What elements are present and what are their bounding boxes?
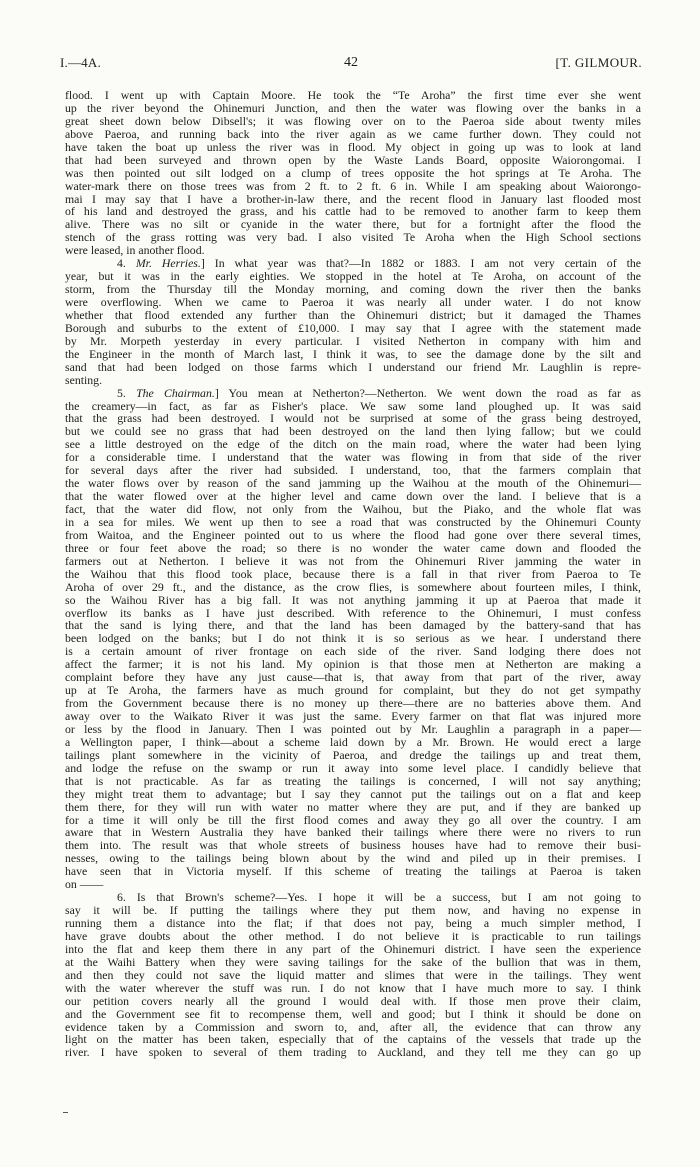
text-line: that the water flowed over at the higher level and came down over the land. I believe that is a <box>65 489 641 504</box>
text-line: that the sand is lying there, and that the land has been damaged by the battery-sand that has <box>65 618 641 633</box>
first-line-text: ] You mean at Netherton?—Netherton. We went down the road as far as <box>214 385 641 400</box>
text-line: and the Government see fit to recompense them, well and good; but I think it should be done on <box>65 1006 641 1021</box>
scan-mark <box>63 1112 68 1113</box>
text-line: aware that in Western Australia they have banked their tailings where there were no rivers to run <box>65 825 641 840</box>
text-line: by Mr. Morpeth yesterday in every particular. I visited Netherton in company with him and <box>65 333 641 348</box>
text-line: nesses, owing to the tailings being blown about by the wind and piled up in their premises. I <box>65 851 641 866</box>
text-line: have grave doubts about the other method. I do not believe it is practicable to run tailings <box>65 928 641 943</box>
text-line: been lodged on the banks; but I do not think it is so serious as we hear. I understand there <box>65 631 641 646</box>
text-line: above Paeroa, and running back into the river again as we came further down. They could not <box>65 126 641 141</box>
text-line: and lodge the refuse on the swamp or run it away into some level place. I candidly believe that <box>65 760 641 775</box>
text-line: Borough and suburbs to the extent of £10,000. I may say that I agree with the statement made <box>65 320 641 335</box>
text-line: great sheet down below Dibsell's; it was flowing over on to the Paeroa side about twenty miles <box>65 113 641 128</box>
text-line: for a time it will only be till the first flood comes and away they go all over the country. I am <box>65 812 641 827</box>
text-line: and then they could not save the liquid matter and slimes that were in the tailings. They went <box>65 967 641 982</box>
text-line: that is not practicable. As far as treating the tailings is concerned, I will not say anything; <box>65 773 641 788</box>
text-line: alive. There was no silt or cyanide in the water there, but for a fortnight after the flood the <box>65 217 641 232</box>
speaker-name: Mr. Herries. <box>135 256 201 271</box>
text-line: say it will be. If putting the tailings where they put them now, and having no expense in <box>65 903 641 918</box>
text-line: farmers out at Netherton. I believe it was not from the Ohinemuri River jamming the water in <box>65 553 641 568</box>
text-line: that had been surveyed and thrown open by the Waste Lands Board, opposite Waiorongomai. I <box>65 152 641 167</box>
text-line: were overflowing. When we came to Paeroa it was nearly all under water. I do not know <box>65 295 641 309</box>
text-line: light on the matter has been taken, especially that of the captains of the vessels that trade up the <box>65 1032 641 1047</box>
text-line: see a little destroyed on the edge of the ditch on the main road, where the water had been lying <box>65 437 641 452</box>
text-line: Aroha of over 29 ft., and the distance, as the crow flies, is somewhere about fourteen miles, I think, <box>65 579 641 594</box>
text-line: complaint before they have any just cause—that is, that away from that part of the river, away <box>65 670 641 685</box>
text-line: evidence taken by a Commission and sworn to, and, after all, the evidence that can throw any <box>65 1019 641 1034</box>
evidence-text <box>65 89 641 1059</box>
text-line: was then pointed out silt lodged on a clump of trees opposite the hot springs at Te Aroha. The <box>65 165 641 180</box>
text-line: the creamery—in fact, as far as Fisher's place. We saw some land ploughed up. It was said <box>65 398 641 413</box>
text-line: affect the farmer; it is not his land. My opinion is that those men at Netherton are making a <box>65 657 641 672</box>
text-line: for several days after the river had subsided. I understand, too, that the farmers complain that <box>65 463 641 478</box>
text-line: three or four feet above the road; so there is no wonder the water came down and flooded the <box>65 540 641 555</box>
text-line: they might treat them to advantage; but I say they cannot put the tailings out on a flat and keep <box>65 786 641 801</box>
text-line: sand that had been lodged on those farms which I understand our friend Mr. Laughlin is repre- <box>65 359 641 374</box>
text-line: fact, that the water did flow, not only from the Waihou, but the Piako, and the whole flat was <box>65 502 641 516</box>
page-number: 42 <box>344 55 358 70</box>
text-line: them there, for they will run with water no matter where they are put, and if they are banked up <box>65 799 641 814</box>
text-line: storm, from the Thursday till the Monday morning, and coming down the river then the banks <box>65 282 641 297</box>
question-number: 4. <box>117 256 136 271</box>
text-line: up at Te Aroha, the farmers have as much ground for complaint, but they do not get sympathy <box>65 683 641 698</box>
text-line: at the Waihi Battery when they were saving tailings for the sake of the bullion that was in them, <box>65 954 641 969</box>
text-line: have taken the boat up unless the river was in flood. My object in going up was to look at land <box>65 139 641 154</box>
text-line: into the flat and keep them there in any part of the Ohinemuri district. I have seen the experience <box>65 941 641 956</box>
text-line: or less by the flood in January. Then I was pointed out by Mr. Laughlin a paragraph in a paper— <box>65 721 641 736</box>
text-line: so the Waihou River has a big fall. It was not anything jamming it up at Paeroa that made it <box>65 592 641 607</box>
paragraph-first-line <box>65 387 641 400</box>
paper-reference: I.—4A. <box>60 55 101 70</box>
text-line: up the river beyond the Ohinemuri Junction, and then the water was flowing over the banks in a <box>65 100 641 115</box>
text-line: year, but it was in the early eighties. We stopped in the hotel at Te Aroha, on account of the <box>65 269 641 284</box>
question-number: 5. <box>117 385 137 400</box>
speaker-name: The Chairman. <box>136 385 215 400</box>
text-line: from the Government because there is no money up there—there are no batteries above them. And <box>65 696 641 711</box>
paragraph <box>65 891 641 1059</box>
text-line: a Wellington paper, I think—about a scheme laid down by a Mr. Brown. He would erect a large <box>65 734 641 749</box>
text-line: them into. The result was that whole streets of business houses have had to remove their busi- <box>65 838 641 853</box>
page-header <box>60 54 642 72</box>
paragraph <box>65 89 641 257</box>
text-line: our petition covers nearly all the ground I would deal with. If those men prove their claim, <box>65 993 641 1008</box>
text-line: water-mark there on those trees was from 2 ft. to 2 ft. 6 in. While I am speaking about Waiorongo- <box>65 178 641 193</box>
text-line: river. I have spoken to several of them trading to Auckland, and they tell me they can go up <box>65 1045 641 1060</box>
text-line: the Waihou that this flood took place, because there is a fall in that river from Paeroa to Te <box>65 566 641 581</box>
text-line: mai I may say that I have a brother-in-law there, and the recent flood in January last flooded most <box>65 191 641 206</box>
text-line: the water flows over by reason of the sand jamming up the Waihou at the mouth of the Ohinemuri— <box>65 476 641 491</box>
text-line: with the water wherever the stuff was run. I do not know that I have much more to say. I think <box>65 980 641 995</box>
text-line: is a certain amount of river frontage on each side of the river. Sand lodging there does not <box>65 644 641 659</box>
text-line: flood. I went up with Captain Moore. He took the “Te Aroha” the first time ever she went <box>65 88 641 102</box>
witness-name: [T. GILMOUR. <box>555 55 642 70</box>
text-line: tailings plant somewhere in the vicinity of Paeroa, and dredge the tailings up and treat them, <box>65 747 641 762</box>
text-line: have seen that in Victoria myself. If this scheme of treating the tailings at Paeroa is taken <box>65 864 641 879</box>
text-line: running them a distance into the flat; if that does not pay, being a much simpler method, I <box>65 916 641 930</box>
first-line-text: ] In what year was that?—In 1882 or 1883. I am not very certain of the <box>200 256 642 271</box>
text-line: of his land and destroyed the grass, and his cattle had to be removed to another farm to keep them <box>65 204 641 219</box>
text-line: whether that flood extended any further than the Ohinemuri district; but it damaged the Thames <box>65 307 641 322</box>
text-line: in a sea for miles. We went up then to see a road that was constructed by the Ohinemuri County <box>65 514 641 529</box>
text-line: the Engineer in the month of March last, I think it was, to see the damage done by the silt and <box>65 346 641 361</box>
text-line: overflow its banks as I have just described. With reference to the Ohinemuri, I must confess <box>65 605 641 620</box>
question-number: 6. <box>117 890 137 905</box>
text-line: on —— <box>65 877 104 892</box>
paragraph <box>65 257 641 386</box>
text-line: were leased, in another flood. <box>65 243 205 258</box>
text-line: but we could see no grass that had been destroyed on the land then lying fallow; but we could <box>65 424 641 439</box>
text-line: senting. <box>65 372 103 387</box>
text-line: from Waitoa, and the Engineer pointed out to us where the flood had gone over there several times, <box>65 527 641 542</box>
text-line: away over to the Waikato River it was just the same. Every farmer on that flat was injured more <box>65 709 641 723</box>
paragraph <box>65 387 641 892</box>
text-line: for a considerable time. I understand that the water was flowing in from that side of the river <box>65 450 641 465</box>
first-line-text: Is that Brown's scheme?—Yes. I hope it will be a success, but I am not going to <box>136 890 642 905</box>
text-line: that the grass had been destroyed. I would not be surprised at some of the grass being destroyed, <box>65 411 641 426</box>
text-line: stench of the grass rotting was very bad. I also visited Te Aroha when the High School sections <box>65 230 641 245</box>
